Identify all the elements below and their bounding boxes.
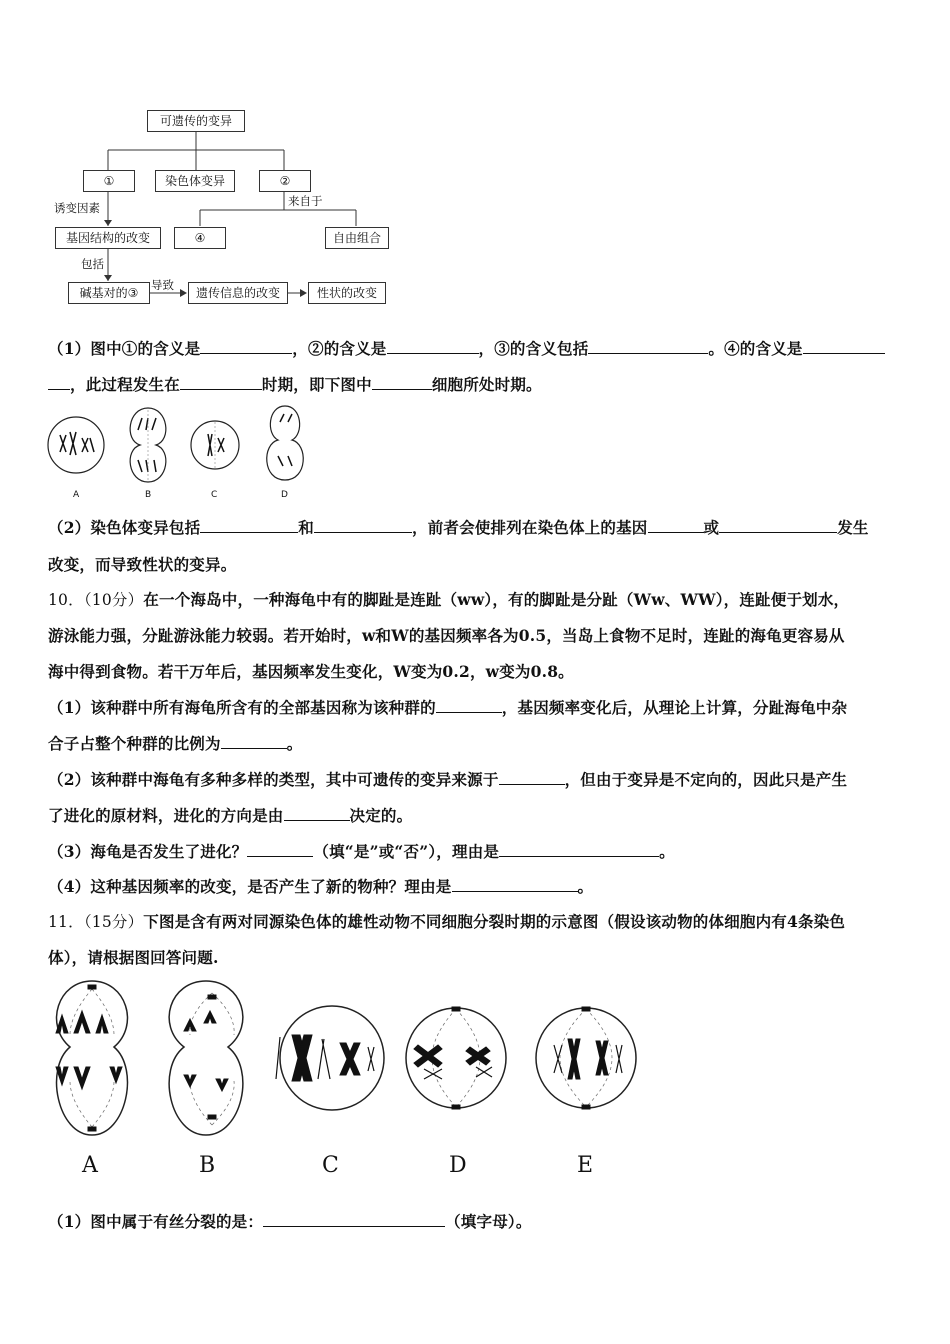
q9-text: 。④的含义是 [708, 339, 803, 358]
chromosome [56, 1015, 68, 1033]
flow-root-box: 可遗传的变异 [147, 110, 245, 132]
q9-text: ，②的含义是 [292, 339, 387, 358]
answer-blank[interactable] [499, 842, 659, 857]
q10-text: 。 [659, 842, 675, 861]
q10-line3: 海中得到食物。若干万年后，基因频率发生变化，W变为0.2，w变为0.8。 [48, 662, 574, 681]
small-cell-label-d: D [281, 490, 288, 500]
q9-text: （2）染色体变异包括 [48, 518, 201, 537]
chromosome [82, 438, 88, 452]
flow-label-mutagen: 诱变因素 [54, 201, 100, 215]
chromosome [292, 1035, 312, 1081]
centrosome [88, 1127, 96, 1131]
q10-text: （1）该种群中所有海龟所含有的全部基因称为该种群的 [48, 698, 436, 717]
q10-sub2-line2 [48, 804, 412, 826]
big-cell-label-d: D [449, 1153, 467, 1178]
big-cell-label-b: B [199, 1153, 216, 1178]
big-cell-b-membrane [169, 981, 243, 1135]
centrosome [88, 985, 96, 989]
big-cell-a-membrane [57, 981, 128, 1135]
small-cell-c-membrane [191, 421, 239, 469]
chromosome [616, 1045, 622, 1073]
chromosome [74, 1067, 90, 1089]
q9-text: 或 [703, 518, 720, 537]
chromosome [568, 1039, 580, 1079]
q9-text: 时期，即下图中 [261, 375, 372, 394]
q10-sub4 [48, 875, 593, 897]
q10-text: 决定的。 [349, 806, 413, 825]
chromosome [368, 1047, 374, 1071]
q9-text: （1）图中①的含义是 [48, 339, 201, 358]
chromosome [208, 434, 212, 456]
centrosome [208, 1115, 216, 1119]
q11-line2: 体），请根据图回答问题. [48, 948, 219, 967]
chromosome [280, 414, 292, 422]
big-cell-figures [40, 975, 650, 1145]
q10-text: （4）这种基因频率的改变，是否产生了新的物种？理由是 [48, 877, 452, 896]
q10-text: 合子占整个种群的比例为 [48, 734, 221, 753]
small-cell-label-b: B [145, 490, 152, 500]
chromosome [138, 418, 156, 430]
answer-blank[interactable] [284, 806, 350, 821]
flow-box-4: ④ [174, 227, 226, 249]
answer-blank[interactable] [648, 518, 704, 533]
answer-blank[interactable] [372, 375, 432, 390]
small-cell-d-membrane [267, 406, 303, 480]
chromosome [218, 438, 224, 452]
chromosome [278, 456, 292, 466]
chromosome [96, 1015, 108, 1033]
chromosome [110, 1067, 122, 1083]
q10-text: 。 [577, 877, 594, 896]
flow-box-trait: 性状的改变 [308, 282, 386, 304]
chromosome [216, 1079, 228, 1091]
chromosome [476, 1067, 492, 1077]
answer-blank[interactable] [436, 698, 502, 713]
chromosome [414, 1045, 442, 1067]
centrosome [452, 1105, 460, 1109]
q10-line2: 游泳能力强，分趾游泳能力较弱。若开始时，w和W的基因频率各为0.5，当岛上食物不足时，连趾的海龟更容易从 [48, 626, 845, 645]
flow-box-1: ① [83, 170, 135, 192]
spindle [70, 989, 114, 1127]
q10-line1 [48, 588, 849, 610]
answer-blank[interactable] [200, 339, 292, 354]
q10-sub1-line2 [48, 732, 302, 754]
centrosome [208, 995, 216, 999]
big-cell-label-a: A [82, 1153, 98, 1178]
q10-text: ，基因频率变化后，从理论上计算，分趾海龟中杂 [501, 698, 848, 717]
q10-text: 了进化的原材料，进化的方向是由 [48, 806, 284, 825]
centrosome [582, 1105, 590, 1109]
answer-blank[interactable] [387, 339, 479, 354]
chromosome [60, 435, 66, 452]
chromosome [424, 1069, 442, 1079]
flow-box-gene-structure: 基因结构的改变 [55, 227, 161, 249]
chromosome [138, 460, 156, 472]
flow-box-2: ② [259, 170, 311, 192]
q10-text: 。 [286, 734, 303, 753]
q11-text: 下图是含有两对同源染色体的雄性动物不同细胞分裂时期的示意图（假设该动物的体细胞内有4条染色 [143, 912, 846, 931]
q9-text: ，③的含义包括 [478, 339, 589, 358]
chromosome [466, 1047, 490, 1065]
q9-text: 发生 [837, 518, 869, 537]
chromosome [204, 1011, 216, 1023]
answer-blank[interactable] [247, 842, 313, 857]
answer-blank[interactable] [48, 375, 70, 390]
q10-sub1-line1 [48, 696, 847, 718]
centrosome [582, 1007, 590, 1011]
chromosome [554, 1045, 562, 1073]
answer-blank[interactable] [452, 877, 578, 892]
big-cell-e-membrane [536, 1008, 636, 1108]
flow-box-free-combination: 自由组合 [325, 227, 389, 249]
answer-blank[interactable] [263, 1212, 445, 1227]
q10-text: 在一个海岛中，一种海龟中有的脚趾是连趾（ww），有的脚趾是分趾（Ww、WW），连趾便于划水， [143, 590, 850, 609]
answer-blank[interactable] [180, 375, 262, 390]
question-number: 10．（10分） [48, 591, 144, 609]
q9-part2-line1 [48, 516, 869, 538]
chromosome [596, 1041, 608, 1075]
q9-part2-line2: 改变，而导致性状的变异。 [48, 555, 237, 574]
q11-text: （1）图中属于有丝分裂的是： [48, 1212, 264, 1231]
question-number: 11．（15分） [48, 913, 144, 931]
chromosome [184, 1075, 196, 1087]
q9-text: 和 [298, 518, 314, 537]
chromosome [56, 1067, 68, 1085]
spindle [190, 993, 234, 1125]
q11-sub1 [48, 1210, 532, 1232]
answer-blank[interactable] [588, 339, 708, 354]
flow-label-lead: 导致 [151, 278, 174, 292]
small-cell-figures [40, 400, 310, 490]
flowchart-connectors [0, 0, 400, 310]
small-cell-label-c: C [211, 490, 218, 500]
small-cell-a-membrane [48, 417, 104, 473]
chromosome [70, 432, 76, 455]
q11-text: （填字母）。 [445, 1212, 532, 1231]
answer-blank[interactable] [200, 518, 298, 533]
answer-blank[interactable] [803, 339, 885, 354]
q9-text: ，此过程发生在 [70, 375, 180, 394]
q10-text: （填“是”或“否”），理由是 [313, 842, 500, 861]
q9-text: 细胞所处时期。 [431, 375, 542, 394]
big-cell-c-membrane [280, 1006, 384, 1110]
chromosome [340, 1043, 360, 1075]
chromosome [90, 438, 94, 452]
flow-label-include: 包括 [81, 257, 104, 271]
q10-text: （2）该种群中海龟有多种多样的类型，其中可遗传的变异来源于 [48, 770, 499, 789]
q9-text: ，前者会使排列在染色体上的基因 [412, 518, 648, 537]
q11-line1 [48, 910, 845, 932]
chromosome [74, 1011, 90, 1033]
q9-part1-line2 [48, 373, 542, 395]
q10-text: ，但由于变异是不定向的，因此只是产生 [564, 770, 848, 789]
q10-sub3 [48, 840, 675, 862]
flow-box-chromosome-variation: 染色体变异 [155, 170, 235, 192]
answer-blank[interactable] [221, 734, 287, 749]
flow-box-base-pair: 碱基对的③ [68, 282, 150, 304]
big-cell-label-e: E [577, 1153, 594, 1178]
flow-label-from: 来自于 [288, 194, 323, 208]
q9-part1-line1 [48, 337, 885, 359]
q10-sub2-line1 [48, 768, 847, 790]
answer-blank[interactable] [719, 518, 837, 533]
answer-blank[interactable] [314, 518, 412, 533]
small-cell-label-a: A [73, 490, 80, 500]
centrosome [452, 1007, 460, 1011]
q10-text: （3）海龟是否发生了进化？ [48, 842, 248, 861]
flow-box-genetic-info: 遗传信息的改变 [188, 282, 288, 304]
big-cell-label-c: C [322, 1153, 339, 1178]
answer-blank[interactable] [499, 770, 565, 785]
